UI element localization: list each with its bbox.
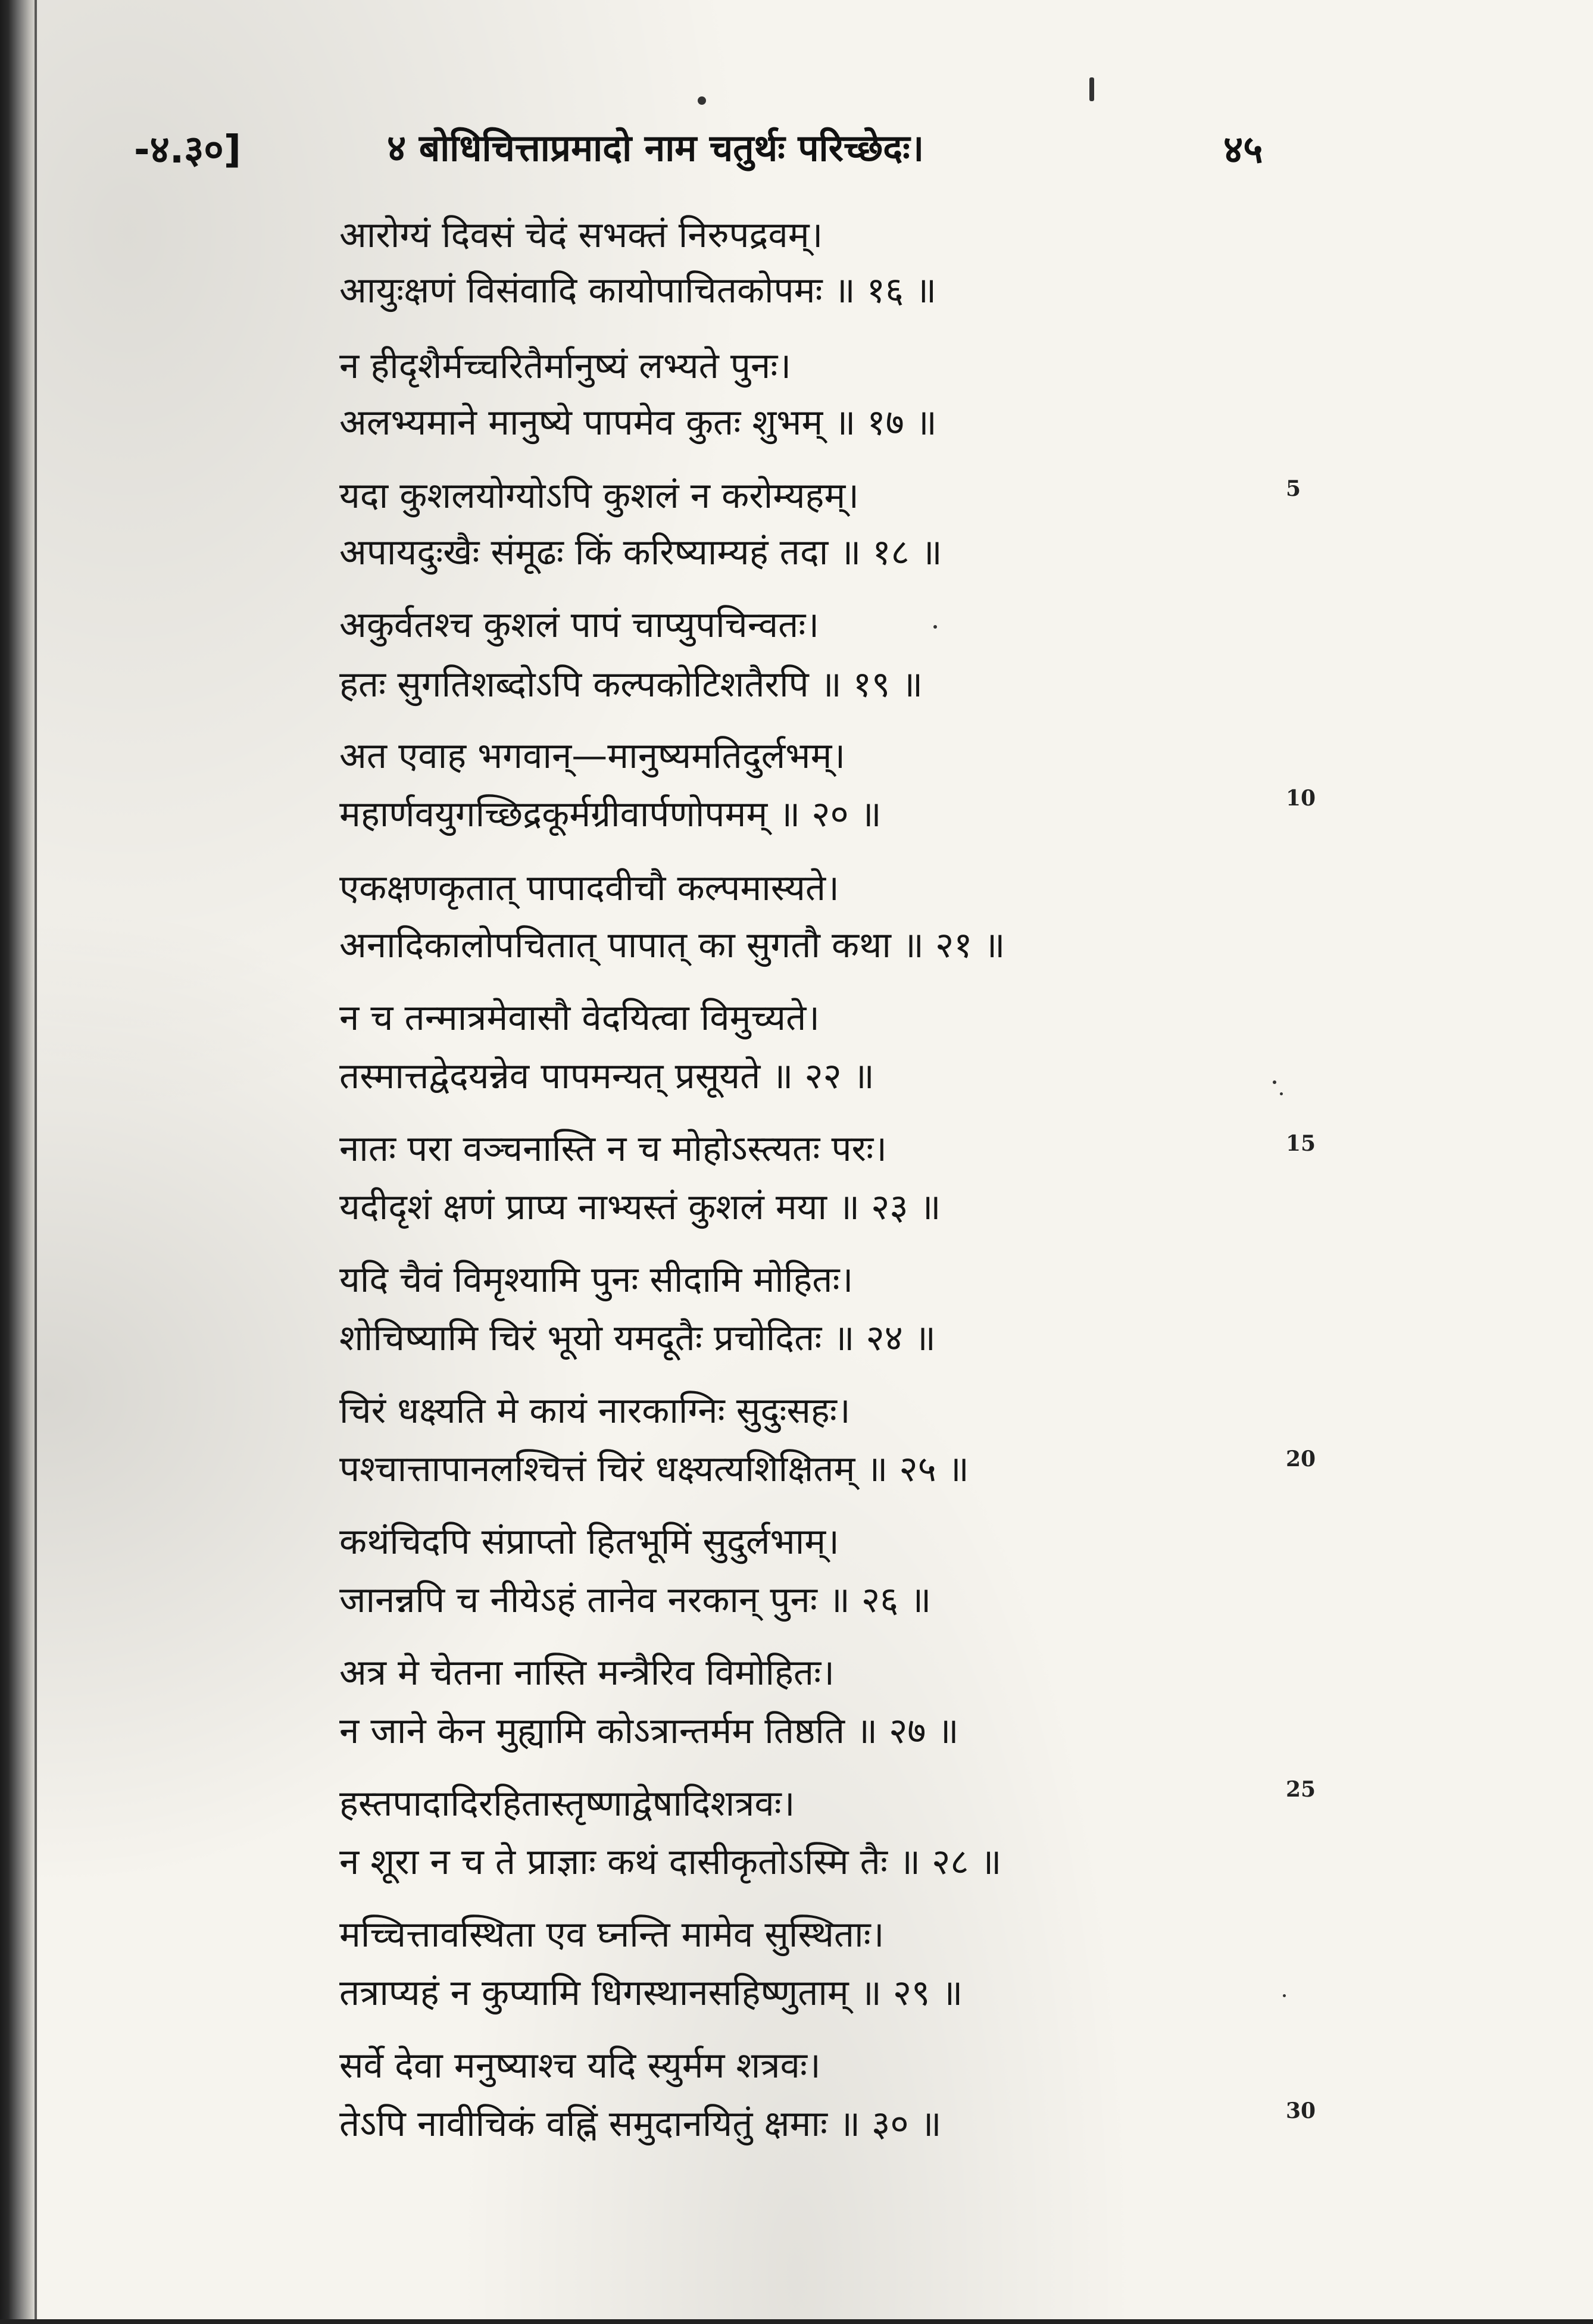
text-line-3: न हीदृशैर्मच्चरितैर्मानुष्यं लभ्यते पुनः। (339, 345, 792, 387)
text-line-21: कथंचिदपि संप्राप्तो हितभूमिं सुदुर्लभाम्। (339, 1521, 839, 1563)
scan-mark (1283, 1994, 1286, 1997)
scan-mark (1280, 1092, 1283, 1095)
text-line-10: महार्णवयुगच्छिद्रकूर्मग्रीवार्पणोपमम् ॥ २० ॥ (339, 794, 882, 835)
verse-range-marker: -४.३०] (134, 128, 241, 172)
line-number-5: 5 (1286, 476, 1301, 501)
line-number-15: 15 (1286, 1131, 1316, 1156)
line-number-20: 20 (1286, 1447, 1316, 1472)
text-line-24: न जाने केन मुह्यामि कोऽत्रान्तर्मम तिष्ठति ॥ २७ ॥ (339, 1710, 959, 1752)
line-number-30: 30 (1286, 2098, 1316, 2123)
scan-mark (1089, 77, 1094, 101)
line-number-10: 10 (1286, 786, 1316, 811)
scan-mark (933, 625, 937, 629)
text-line-14: तस्मात्तद्वेदयन्नेव पापमन्यत् प्रसूयते ॥ २२ ॥ (339, 1055, 874, 1097)
chapter-title: ४ बोधिचित्ताप्रमादो नाम चतुर्थः परिच्छेदः। (387, 126, 924, 170)
text-line-16: यदीदृशं क्षणं प्राप्य नाभ्यस्तं कुशलं मया ॥ २३ ॥ (339, 1186, 941, 1228)
text-line-29: सर्वे देवा मनुष्याश्च यदि स्युर्मम शत्रवः। (339, 2045, 821, 2086)
scan-mark (1273, 1080, 1276, 1084)
page-number: ४५ (1223, 128, 1263, 172)
text-line-23: अत्र मे चेतना नास्ति मन्त्रैरिव विमोहितः। (339, 1652, 835, 1694)
book-spine-shadow (0, 0, 38, 2324)
text-line-4: अलभ्यमाने मानुष्ये पापमेव कुतः शुभम् ॥ १७ ॥ (339, 402, 937, 443)
text-line-19: चिरं धक्ष्यति मे कायं नारकाग्निः सुदुःसहः। (339, 1390, 851, 1432)
text-line-8: हतः सुगतिशब्दोऽपि कल्पकोटिशतैरपि ॥ १९ ॥ (339, 664, 923, 705)
text-line-13: न च तन्मात्रमेवासौ वेदयित्वा विमुच्यते। (339, 997, 820, 1039)
text-line-27: मच्चित्तावस्थिता एव घ्नन्ति मामेव सुस्थिताः। (339, 1914, 885, 1956)
text-line-18: शोचिष्यामि चिरं भूयो यमदूतैः प्रचोदितः ॥ २४ ॥ (339, 1317, 936, 1359)
text-line-17: यदि चैवं विमृश्यामि पुनः सीदामि मोहितः। (339, 1259, 854, 1301)
text-line-22: जानन्नपि च नीयेऽहं तानेव नरकान् पुनः ॥ २६ ॥ (339, 1579, 932, 1621)
text-line-12: अनादिकालोपचितात् पापात् का सुगतौ कथा ॥ २१ ॥ (339, 924, 1005, 966)
text-line-25: हस्तपादादिरहितास्तृष्णाद्वेषादिशत्रवः। (339, 1783, 795, 1825)
text-line-28: तत्राप्यहं न कुप्यामि धिगस्थानसहिष्णुताम् ॥ २९ ॥ (339, 1972, 963, 2014)
text-line-26: न शूरा न च ते प्राज्ञाः कथं दासीकृतोऽस्मि तैः ॥ २८ ॥ (339, 1841, 1002, 1883)
text-line-11: एकक्षणकृतात् पापादवीचौ कल्पमास्यते। (339, 867, 839, 909)
text-line-7: अकुर्वतश्च कुशलं पापं चाप्युपचिन्वतः। (339, 604, 820, 646)
text-line-30: तेऽपि नावीचिकं वह्निं समुदानयितुं क्षमाः ॥ ३० ॥ (339, 2103, 942, 2145)
text-line-2: आयुःक्षणं विसंवादि कायोपाचितकोपमः ॥ १६ ॥ (339, 270, 937, 311)
running-header (0, 122, 1593, 176)
page-bottom-edge (0, 2319, 1593, 2324)
text-line-1: आरोग्यं दिवसं चेदं सभक्तं निरुपद्रवम्। (339, 214, 823, 256)
text-line-15: नातः परा वञ्चनास्ति न च मोहोऽस्त्यतः परः। (339, 1128, 887, 1170)
scan-mark (698, 96, 706, 105)
text-line-9: अत एवाह भगवान्—मानुष्यमतिदुर्लभम्। (339, 735, 846, 777)
line-number-25: 25 (1286, 1777, 1316, 1802)
text-line-20: पश्चात्तापानलश्चित्तं चिरं धक्ष्यत्यशिक्षितम् ॥ २५ ॥ (339, 1448, 969, 1490)
text-line-6: अपायदुःखैः संमूढः किं करिष्याम्यहं तदा ॥ १८ ॥ (339, 532, 942, 573)
spine-edge (35, 0, 37, 2324)
text-line-5: यदा कुशलयोग्योऽपि कुशलं न करोम्यहम्। (339, 475, 860, 517)
